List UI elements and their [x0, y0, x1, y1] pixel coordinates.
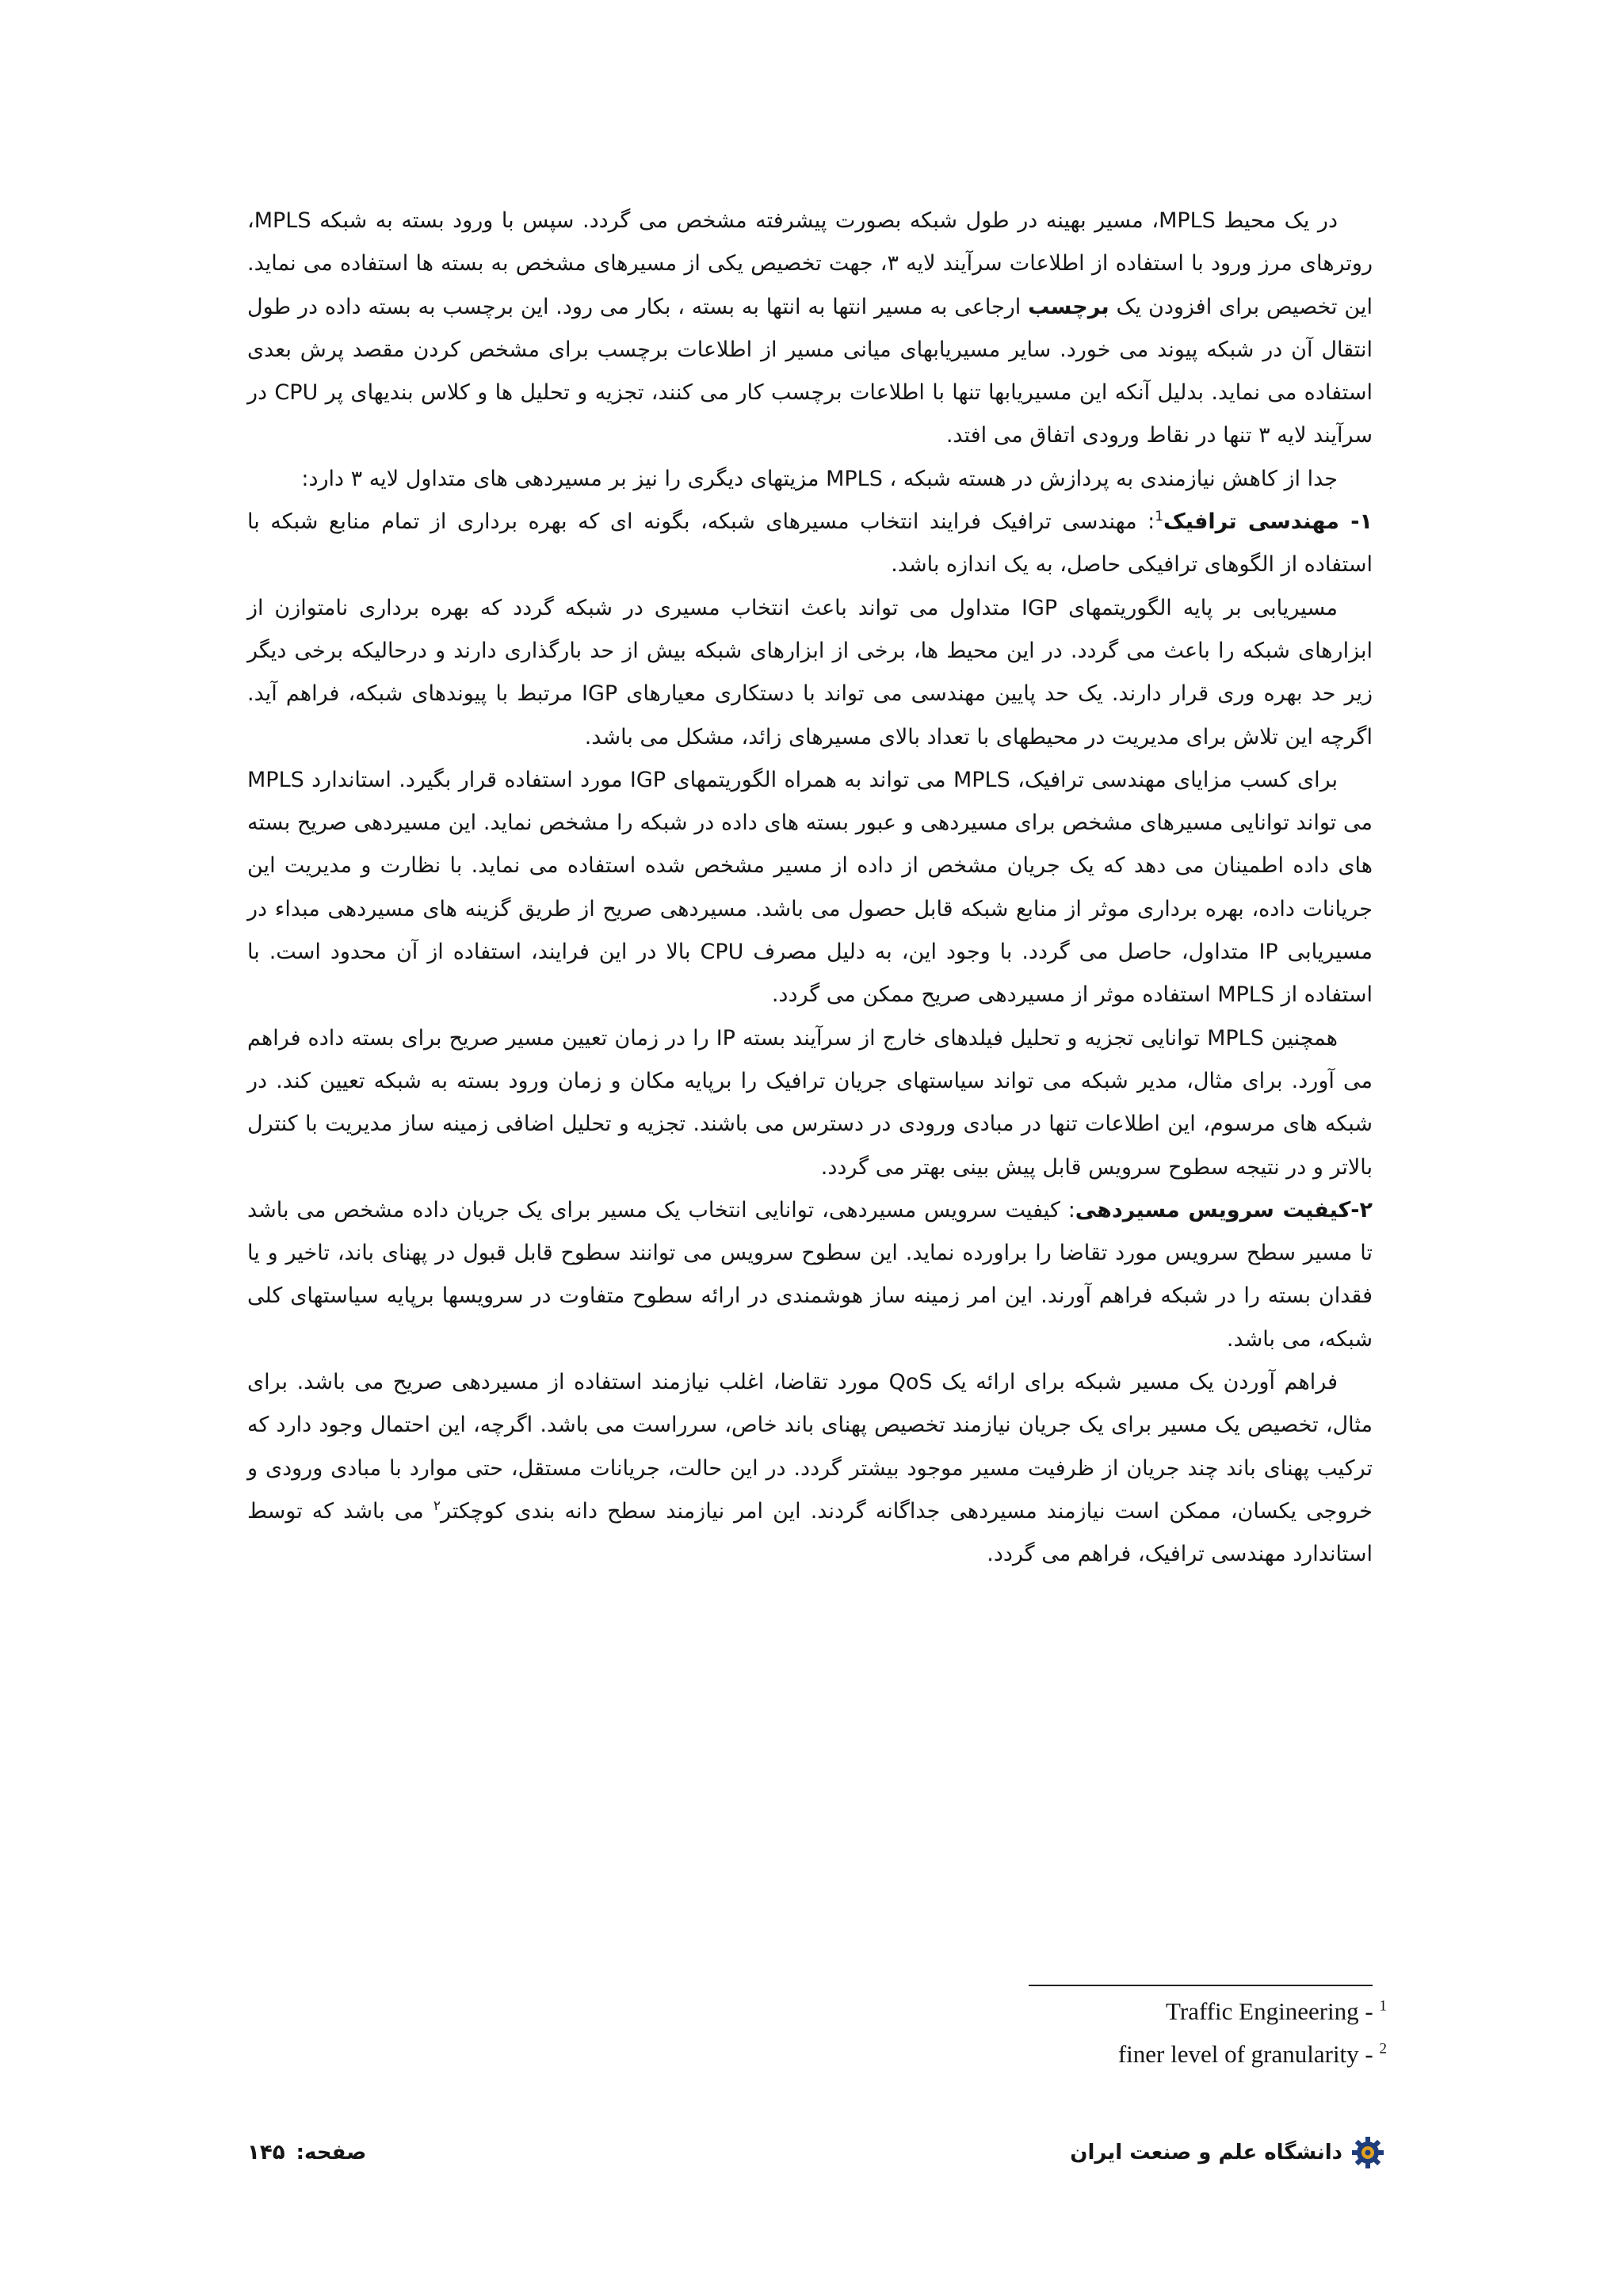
paragraph-2: جدا از کاهش نیازمندی به پردازش در هسته شبکه ، MPLS مزیتهای دیگری را نیز بر مسیردهی های متداول لایه ۳ دارد: — [301, 466, 1338, 491]
footnote-1: Traffic Engineering - $^1$ — [1166, 1997, 1387, 2025]
paragraph-1: در یک محیط MPLS، مسیر بهینه در طول شبکه بصورت پیشرفته مشخص می گردد. سپس با ورود بسته به شبکه MPLS، روترهای مرز ورود با استفاده از اطلاعات سرآیند لایه ۳، جهت تخصیص یکی از مسیرهای مشخص به بسته ها استفاده می نماید. این تخصیص برای افزودن یک برچسب ارجاعی به مسیر انتها به انتها به بسته ، بکار می رود. این برچسب به بسته داده در طول انتقال آن در شبکه پیوند می خورد. سایر مسیریابهای میانی مسیر از اطلاعات برچسب برای مشخص کردن مقصد پرش بعدی استفاده می نماید. بدلیل آنکه این مسیریابها تنها با اطلاعات برچسب کار می کنند، تجزیه و تحلیل ها و کلاس بندیهای پر CPU در سرآیند لایه ۳ تنها در نقاط ورودی اتفاق می افتد. — [247, 208, 1373, 448]
footer-institution — [1070, 2133, 1385, 2172]
paragraph-4: مسیریابی بر پایه الگوریتمهای IGP متداول می تواند باعث انتخاب مسیری در شبکه گردد که بهره برداری نامتوازن از ابزارهای شبکه را باعث می گردد. در این محیط ها، برخی از ابزارهای شبکه بیش از حد بارگذاری دارند و درحالیکه برخی دیگر زیر حد بهره وری قرار دارند. یک حد پایین مهندسی می تواند با دستکاری معیارهای IGP مرتبط با پیوندهای شبکه، فراهم آید. اگرچه این تلاش برای مدیریت در محیطهای با تعداد بالای مسیرهای زائد، مشکل می باشد. — [247, 595, 1373, 749]
section-qos-routing: ۲-کیفیت سرویس مسیردهی: کیفیت سرویس مسیردهی، توانایی انتخاب یک مسیر برای یک جریان داده مشخص می باشد تا مسیر سطح سرویس مورد تقاضا را براورده نماید. این سطوح سرویس می توانند سطوح قابل قبول در پهنای باند، تاخیر و یا فقدان بسته را در شبکه فراهم آورند. این امر زمینه ساز هوشمندی در ارائه سطوح متفاوت در سرویسها برپایه سیاستهای کلی شبکه، می باشد. — [247, 1197, 1373, 1352]
paragraph-8: فراهم آوردن یک مسیر شبکه برای ارائه یک QoS مورد تقاضا، اغلب نیازمند استفاده از مسیردهی صریح می باشد. برای مثال، تخصیص یک مسیر برای یک جریان نیازمند تخصیص پهنای باند خاص، سرراست می باشد. اگرچه، این احتمال وجود دارد که ترکیب پهنای باند چند جریان از ظرفیت مسیر موجود بیشتر گردد. در این حالت، جریانات مستقل، حتی موارد با مبادی ورودی و خروجی یکسان، ممکن است نیازمند مسیردهی جداگانه گردند. این امر نیازمند سطح دانه بندی کوچکتر$^۲$ می باشد که توسط استاندارد مهندسی ترافیک، فراهم می گردد. — [247, 1370, 1373, 1567]
footnote-2: finer level of granularity - $^2$ — [1117, 2040, 1387, 2068]
footnotes — [872, 1990, 1387, 2076]
body-text — [247, 200, 1373, 1577]
footnote-separator — [1029, 1985, 1373, 1986]
institution-name: دانشگاه علم و صنعت ایران — [1070, 2141, 1342, 2164]
university-logo-icon — [1350, 2135, 1385, 2170]
page-number: ۱۴۵ — [247, 2141, 285, 2164]
page-label: صفحه: — [296, 2141, 367, 2164]
footnote-mark: 1 — [1155, 509, 1164, 525]
footer-page-number — [247, 2133, 366, 2172]
section-heading: ۲-کیفیت سرویس مسیردهی — [1075, 1197, 1373, 1222]
bold-term-label: برچسب — [1028, 294, 1109, 319]
paragraph-5: برای کسب مزایای مهندسی ترافیک، MPLS می تواند به همراه الگوریتمهای IGP مورد استفاده قرار بگیرد. استاندارد MPLS می تواند توانایی مسیرهای مشخص برای مسیردهی و عبور بسته های داده در شبکه را مشخص نماید. این مسیردهی صریح بسته های داده اطمینان می دهد که یک جریان مشخص از داده از مسیر مشخص شده استفاده می نماید. با نظارت و مدیریت این جریانات داده، بهره برداری موثر از منابع شبکه قابل حصول می باشد. مسیردهی صریح از طریق گزینه های مسیردهی مبداء در مسیریابی IP متداول، حاصل می گردد. با وجود این، به دلیل مصرف CPU بالا در این فرایند، استفاده از آن محدود است. با استفاده از MPLS استفاده موثر از مسیردهی صریح ممکن می گردد. — [247, 767, 1373, 1008]
paragraph-6: همچنین MPLS توانایی تجزیه و تحلیل فیلدهای خارج از سرآیند بسته IP را در زمان تعیین مسیر صریح برای بسته داده فراهم می آورد. برای مثال، مدیر شبکه می تواند سیاستهای جریان ترافیک را برپایه مکان و زمان ورود بسته به شبکه تعیین کند. در شبکه های مرسوم، این اطلاعات تنها در مبادی ورودی در دسترس می باشند. تجزیه و تحلیل اضافی زمینه ساز مدیریت با کنترل بالاتر و در نتیجه سطوح سرویس قابل پیش بینی بهتر می گردد. — [247, 1025, 1373, 1180]
section-heading: ۱- مهندسی ترافیک — [1163, 509, 1373, 535]
section-traffic-engineering: ۱- مهندسی ترافیک$^1$: مهندسی ترافیک فرایند انتخاب مسیرهای شبکه، بگونه ای که بهره برداری از تمام منابع شبکه با استفاده از الگوهای ترافیکی حاصل، به یک اندازه باشد. — [247, 509, 1373, 578]
footnote-mark: ۲ — [433, 1497, 441, 1514]
